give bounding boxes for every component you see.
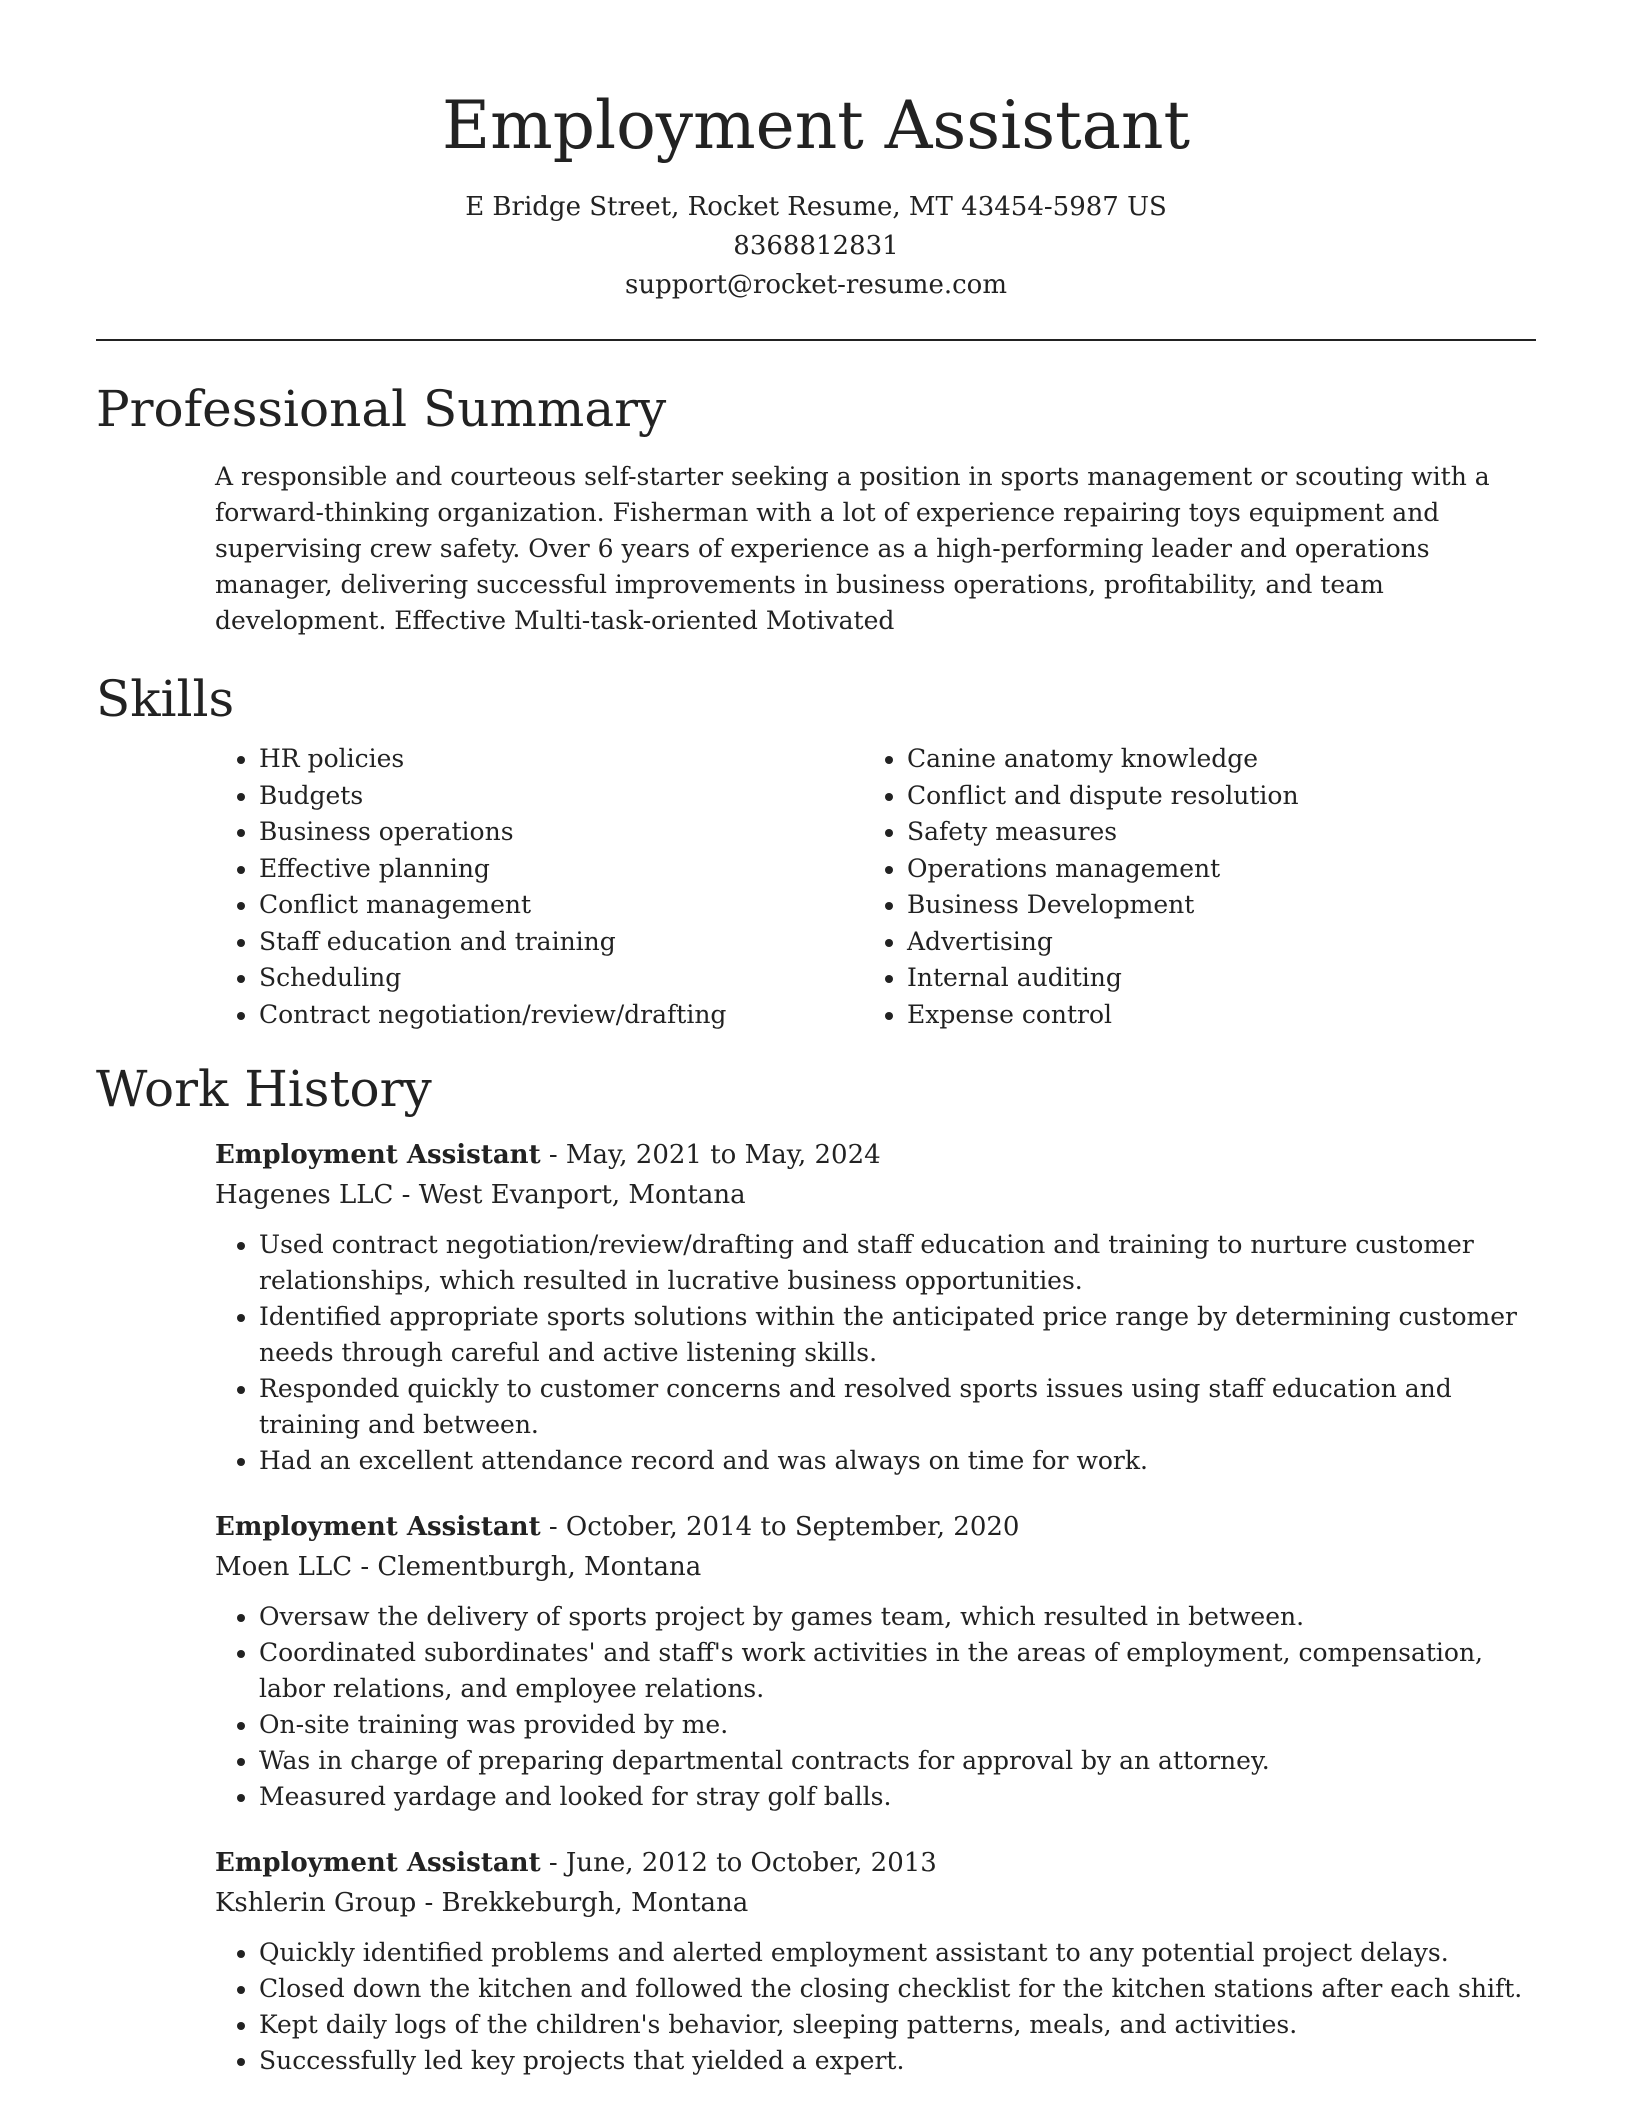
skill-item: • Internal auditing — [907, 960, 1511, 997]
job-title-line — [215, 1507, 1536, 1547]
skill-item: • Effective planning — [259, 851, 863, 888]
summary-text: A responsible and courteous self-starter seeking a position in sports management or scouting with a forward-thinking organization. Fisherman with a lot of experience repairing toys equipment and supervising crew safety. Over 6 years of experience as a high-performing leader and operations manager, delivering successful improvements in business operations, profitability, and team development. Effective Multi-task-oriented Motivated — [215, 462, 1490, 635]
job-bullet: • Used contract negotiation/review/drafting and staff education and training to nurture customer relationships, which resulted in lucrative business opportunities. — [259, 1227, 1536, 1299]
skill-item: • Advertising — [907, 924, 1511, 961]
job-bullets — [215, 1227, 1536, 1479]
summary-heading: Professional Summary — [96, 380, 667, 438]
job-bullet: • Was in charge of preparing departmental contracts for approval by an attorney. — [259, 1743, 1536, 1779]
resume-page — [96, 0, 1536, 2079]
job-title-line — [215, 1135, 1536, 1175]
job-title: Employment Assistant — [215, 1848, 541, 1878]
job-entry — [215, 1507, 1536, 1815]
job-bullet: • Quickly identified problems and alerted employment assistant to any potential project delays. — [259, 1935, 1536, 1971]
job-entry — [215, 1843, 1536, 2079]
skill-item: • Business operations — [259, 814, 863, 851]
job-bullet: • On-site training was provided by me. — [259, 1707, 1536, 1743]
phone: 8368812831 — [733, 231, 899, 261]
skill-item: • Conflict management — [259, 887, 863, 924]
work-history-section — [96, 1057, 1536, 2079]
skills-section — [96, 667, 1536, 1033]
skill-item: • Scheduling — [259, 960, 863, 997]
job-bullets — [215, 1599, 1536, 1815]
job-bullet: • Had an excellent attendance record and was always on time for work. — [259, 1443, 1536, 1479]
skill-item: • Contract negotiation/review/drafting — [259, 997, 863, 1034]
job-bullet: • Coordinated subordinates' and staff's work activities in the areas of employment, compensation, labor relations, and employee relations. — [259, 1635, 1536, 1707]
job-company-line — [215, 1175, 1536, 1215]
job-title-line — [215, 1843, 1536, 1883]
contact-info — [96, 188, 1536, 305]
job-dates: - June, 2012 to October, 2013 — [540, 1848, 937, 1878]
job-company: Kshlerin Group — [215, 1888, 417, 1918]
job-bullet: • Closed down the kitchen and followed the closing checklist for the kitchen stations after each shift. — [259, 1971, 1536, 2007]
skill-item: • Operations management — [907, 851, 1511, 888]
job-location: - Clementburgh, Montana — [352, 1552, 702, 1582]
job-company: Hagenes LLC — [215, 1180, 394, 1210]
job-company-line — [215, 1547, 1536, 1587]
skill-item: • HR policies — [259, 741, 863, 778]
job-company: Moen LLC — [215, 1552, 353, 1582]
skills-heading: Skills — [96, 670, 235, 728]
skill-item: • Staff education and training — [259, 924, 863, 961]
job-location: - West Evanport, Montana — [393, 1180, 746, 1210]
job-bullet: • Measured yardage and looked for stray golf balls. — [259, 1779, 1536, 1815]
job-bullet: • Responded quickly to customer concerns and resolved sports issues using staff education and training and between. — [259, 1371, 1536, 1443]
skill-item: • Safety measures — [907, 814, 1511, 851]
skills-list-right — [863, 741, 1511, 1033]
job-entry — [215, 1135, 1536, 1479]
job-dates: - October, 2014 to September, 2020 — [540, 1512, 1020, 1542]
skill-item: • Conflict and dispute resolution — [907, 778, 1511, 815]
job-bullet: • Kept daily logs of the children's behavior, sleeping patterns, meals, and activities. — [259, 2007, 1536, 2043]
job-location: - Brekkeburgh, Montana — [416, 1888, 749, 1918]
header-divider — [96, 339, 1536, 341]
skill-item: • Canine anatomy knowledge — [907, 741, 1511, 778]
candidate-name: Employment Assistant — [441, 87, 1191, 164]
job-bullet: • Successfully led key projects that yielded a expert. — [259, 2043, 1536, 2079]
summary-section — [96, 377, 1536, 639]
work-history-heading: Work History — [96, 1060, 432, 1118]
skills-list-left — [215, 741, 863, 1033]
job-title: Employment Assistant — [215, 1140, 541, 1170]
skill-item: • Expense control — [907, 997, 1511, 1034]
job-dates: - May, 2021 to May, 2024 — [540, 1140, 881, 1170]
address: E Bridge Street, Rocket Resume, MT 43454-5987 US — [465, 192, 1167, 222]
job-bullets — [215, 1935, 1536, 2079]
job-title: Employment Assistant — [215, 1512, 541, 1542]
skill-item: • Business Development — [907, 887, 1511, 924]
job-company-line — [215, 1883, 1536, 1923]
email: support@rocket-resume.com — [624, 270, 1007, 300]
job-bullet: • Oversaw the delivery of sports project by games team, which resulted in between. — [259, 1599, 1536, 1635]
resume-header — [96, 0, 1536, 305]
job-bullet: • Identified appropriate sports solutions within the anticipated price range by determining customer needs through careful and active listening skills. — [259, 1299, 1536, 1371]
skill-item: • Budgets — [259, 778, 863, 815]
